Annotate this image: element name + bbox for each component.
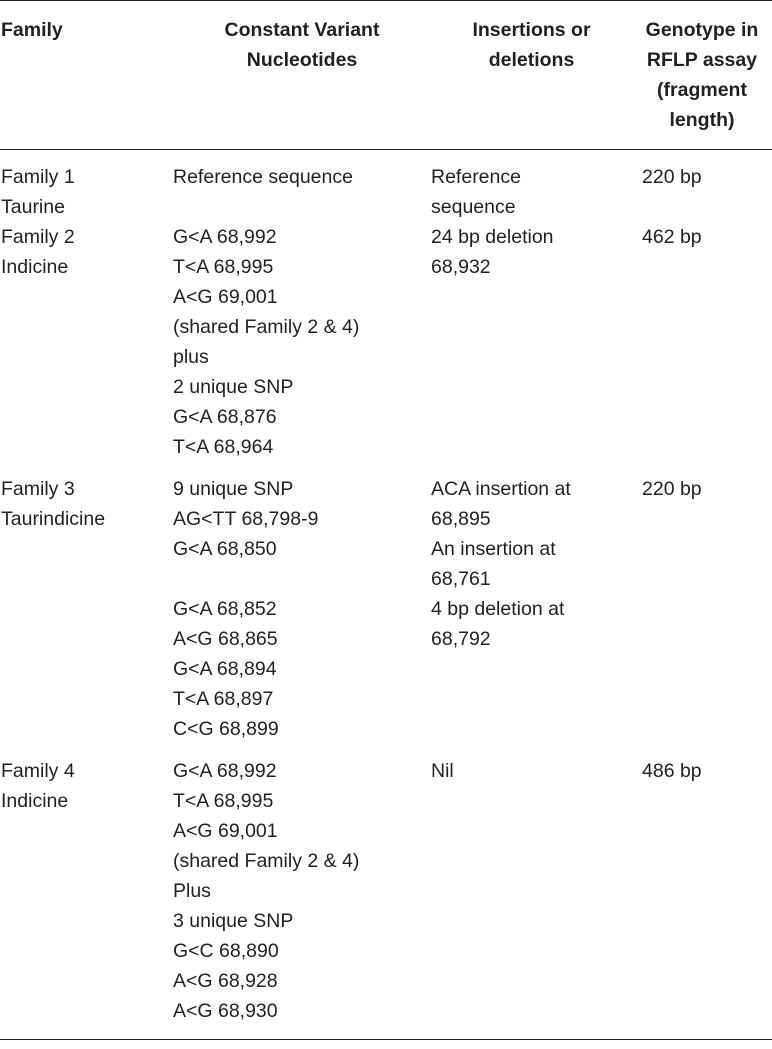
header-genotype: Genotype in RFLP assay (fragment length) bbox=[645, 19, 759, 131]
table-row bbox=[0, 744, 772, 1040]
cell-indels: 24 bp deletion 68,932 bbox=[431, 226, 554, 278]
cell-family: Family 2 Indicine bbox=[1, 226, 75, 278]
cell-genotype: 486 bp bbox=[642, 760, 702, 782]
table-row bbox=[0, 150, 772, 223]
cell-genotype: 220 bp bbox=[642, 478, 702, 500]
table-row bbox=[0, 222, 772, 462]
cell-family: Family 1 Taurine bbox=[1, 166, 75, 218]
header-indels: Insertions or deletions bbox=[472, 19, 591, 71]
cell-genotype: 220 bp bbox=[642, 166, 702, 188]
cell-genotype: 462 bp bbox=[642, 226, 702, 248]
header-constant-variant: Constant Variant Nucleotides bbox=[224, 19, 380, 71]
header-row bbox=[0, 1, 772, 150]
cell-variants: G<A 68,992 T<A 68,995 A<G 69,001 (shared Family 2 & 4) Plus 3 unique SNP G<C 68,890 A<G 68,928 A<G 68,930 bbox=[173, 760, 360, 1022]
cell-family: Family 3 Taurindicine bbox=[1, 478, 106, 530]
cell-indels: Nil bbox=[431, 760, 454, 782]
cell-variants: G<A 68,992 T<A 68,995 A<G 69,001 (shared Family 2 & 4) plus 2 unique SNP G<A 68,876 T<A 68,964 bbox=[173, 226, 360, 458]
cell-family: Family 4 Indicine bbox=[1, 760, 75, 812]
table-row bbox=[0, 462, 772, 744]
cell-variants: 9 unique SNP AG<TT 68,798-9 G<A 68,850 G<A 68,852 A<G 68,865 G<A 68,894 T<A 68,897 C<G 68,899 bbox=[173, 478, 319, 740]
header-family: Family bbox=[1, 19, 63, 41]
cell-indels: Reference sequence bbox=[431, 166, 521, 218]
cell-indels: ACA insertion at 68,895 An insertion at 68,761 4 bp deletion at 68,792 bbox=[431, 478, 571, 650]
cell-variants: Reference sequence bbox=[173, 166, 353, 188]
